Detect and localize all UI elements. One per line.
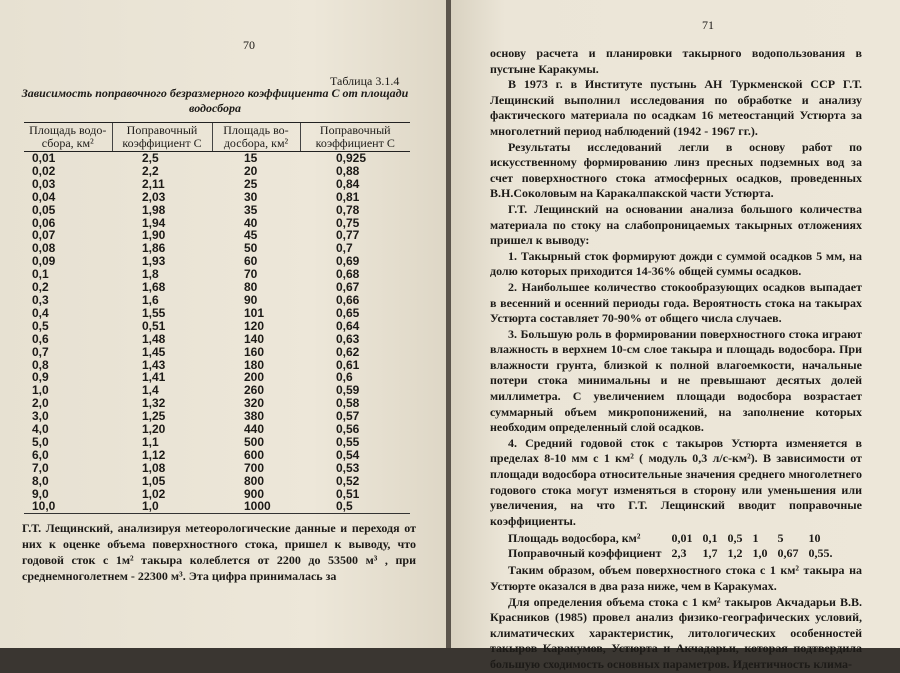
table-row — [24, 500, 410, 513]
mini-cell: 0,01 — [671, 531, 693, 546]
table-cell: 0,03 — [32, 176, 56, 191]
paragraph: В 1973 г. в Институте пустынь АН Туркменской ССР Г.Т. Лещинский выполнил исследования по обработке и анализу фактического материала по осадкам 16 метеостанций Устюрта за многолетний период наблюдений (1942 - 1967 гг.). — [490, 77, 862, 138]
table-cell: 0,57 — [336, 409, 360, 424]
table-cell: 2,03 — [142, 189, 166, 204]
left-page-number: 70 — [243, 38, 255, 52]
table-cell: 70 — [244, 267, 258, 282]
table-cell: 380 — [244, 409, 265, 424]
header-area-2: Площадь во-досбора, км² — [212, 123, 300, 152]
table-row — [24, 475, 410, 488]
table-row — [24, 294, 410, 307]
table-cell: 0,66 — [336, 292, 360, 307]
table-row — [24, 204, 410, 217]
table-cell: 1,25 — [142, 409, 166, 424]
table-cell: 1,32 — [142, 396, 166, 411]
table-cell: 1,55 — [142, 305, 166, 320]
table-cell: 260 — [244, 383, 265, 398]
table-cell: 0,62 — [336, 344, 360, 359]
table-cell: 1,93 — [142, 254, 166, 269]
table-cell: 0,63 — [336, 331, 360, 346]
table-cell: 1,0 — [32, 383, 49, 398]
table-cell: 0,5 — [32, 318, 49, 333]
table-cell: 60 — [244, 254, 258, 269]
table-cell: 0,69 — [336, 254, 360, 269]
mini-cell: 1,2 — [727, 546, 743, 561]
table-row — [24, 346, 410, 359]
table-row — [24, 320, 410, 333]
table-cell: 3,0 — [32, 409, 49, 424]
right-body-text — [490, 46, 862, 673]
table-cell: 2,0 — [32, 396, 49, 411]
header-area-1: Площадь водо-сбора, км² — [24, 123, 112, 152]
table-row — [24, 462, 410, 475]
table-cell: 1,45 — [142, 344, 166, 359]
table-cell: 0,5 — [300, 500, 410, 513]
table-cell: 0,01 — [32, 151, 56, 165]
table-cell: 20 — [244, 163, 258, 178]
table-cell: 0,65 — [336, 305, 360, 320]
table-cell: 80 — [244, 280, 258, 295]
paragraph: Г.Т. Лещинский на основании анализа большого количества материала по стоку на слабопроницаемых такырных отложениях пришел к выводу: — [490, 201, 862, 248]
mini-cell: 10 — [808, 531, 821, 546]
table-cell: 200 — [244, 370, 265, 385]
table-cell: 0,51 — [336, 486, 360, 501]
table-cell: 15 — [244, 151, 258, 165]
mini-row-label: Поправочный коэффициент — [508, 546, 662, 561]
table-cell: 0,64 — [336, 318, 360, 333]
table-row — [24, 423, 410, 436]
table-cell: 2,2 — [142, 163, 159, 178]
mini-cell: 1,0 — [752, 546, 768, 561]
mini-row-label: Площадь водосбора, км² — [508, 531, 641, 546]
paragraph: 3. Большую роль в формировании поверхностного стока играют влажность в верхнем 10-см слое такыра и площадь водосбора. При влажности грунта, близкой к полной влагоемкости, начальные потери стока минимальны и не превышают десятых долей миллиметра. С увеличением площади водосбора возрастает суммарный объем микропонижений, на заполнение которых необходим определенный слой осадков. — [490, 326, 862, 435]
inline-coefficient-table — [508, 531, 837, 561]
table-header-row — [24, 123, 410, 152]
table-cell: 800 — [244, 473, 265, 488]
table-row — [24, 436, 410, 449]
table-cell: 0,67 — [336, 280, 360, 295]
table-cell: 35 — [244, 202, 258, 217]
table-cell: 2,5 — [142, 151, 159, 165]
table-cell: 0,05 — [32, 202, 56, 217]
table-row — [24, 152, 410, 165]
table-cell: 700 — [244, 460, 265, 475]
table-cell: 120 — [244, 318, 265, 333]
table-cell: 1,02 — [142, 486, 166, 501]
table-cell: 0,6 — [32, 331, 49, 346]
mini-cell: 5 — [777, 531, 784, 546]
coefficient-table — [24, 122, 410, 514]
table-cell: 0,2 — [32, 280, 49, 295]
table-cell: 500 — [244, 434, 265, 449]
table-cell: 1,94 — [142, 215, 166, 230]
paragraph: Для определения объема стока с 1 км² такыров Акчадарьи В.В. Красников (1985) провел анализ физико-географических условий, климатических характеристик, литологических особенностей такыров Каракумов, Устюрта и Акчадарьи, которая подтвердила большую сходимость основных параметров. Идентичность клима- — [490, 594, 862, 671]
mini-row-coef — [508, 546, 837, 561]
left-body-text: Г.Т. Лещинский, анализируя метеорологические данные и переходя от них к оценке объема поверхностного стока, пришел к выводу, что годовой сток с 1м² такыра колеблется от 2200 до 53500 м³ , при среднемноголетнем - 22300 м³. Эта цифра принималась за — [22, 521, 416, 583]
table-cell: 1,98 — [142, 202, 166, 217]
table-cell: 1,41 — [142, 370, 166, 385]
mini-cell: 2,3 — [671, 546, 687, 561]
table-cell: 0,02 — [32, 163, 56, 178]
paragraph: Результаты исследований легли в основу работ по искусственному формированию линз пресных подземных вод за счет поверхностного стока атмосферных осадков, проведенных В.Н.Соколовым на Каракалпакской части Устюрта. — [490, 139, 862, 201]
table-cell: 0,9 — [32, 370, 49, 385]
table-cell: 0,78 — [336, 202, 360, 217]
table-cell: 1,4 — [142, 383, 159, 398]
table-cell: 10,0 — [24, 500, 112, 513]
table-cell: 1,68 — [142, 280, 166, 295]
table-cell: 140 — [244, 331, 265, 346]
table-cell: 1,0 — [112, 500, 212, 513]
table-cell: 180 — [244, 357, 265, 372]
table-cell: 1,05 — [142, 473, 166, 488]
table-cell: 0,4 — [32, 305, 49, 320]
table-cell: 1,90 — [142, 228, 166, 243]
table-cell: 1,43 — [142, 357, 166, 372]
table-cell: 1,12 — [142, 447, 166, 462]
table-cell: 7,0 — [32, 460, 49, 475]
table-cell: 1,1 — [142, 434, 159, 449]
table-cell: 0,925 — [336, 151, 367, 165]
table-cell: 0,61 — [336, 357, 360, 372]
table-cell: 0,09 — [32, 254, 56, 269]
table-row — [24, 307, 410, 320]
table-cell: 0,6 — [336, 370, 353, 385]
header-coef-2: Поправочный коэффициент С — [300, 123, 410, 152]
table-cell: 0,7 — [32, 344, 49, 359]
mini-cell: 1 — [752, 531, 759, 546]
table-cell: 1,48 — [142, 331, 166, 346]
mini-cell: 0,55. — [808, 546, 833, 561]
table-cell: 900 — [244, 486, 265, 501]
table-cell: 1,20 — [142, 422, 166, 437]
table-cell: 90 — [244, 292, 258, 307]
table-cell: 0,8 — [32, 357, 49, 372]
table-cell: 0,52 — [336, 473, 360, 488]
table-cell: 1,08 — [142, 460, 166, 475]
mini-cell: 0,5 — [727, 531, 743, 546]
table-cell: 1,6 — [142, 292, 159, 307]
table-cell: 40 — [244, 215, 258, 230]
table-cell: 30 — [244, 189, 258, 204]
table-cell: 9,0 — [32, 486, 49, 501]
table-cell: 1,86 — [142, 241, 166, 256]
table-cell: 0,77 — [336, 228, 360, 243]
mini-cell: 0,67 — [777, 546, 799, 561]
table-cell: 0,88 — [336, 163, 360, 178]
paragraph: 4. Средний годовой сток с такыров Устюрта изменяется в пределах 8-10 мм с 1 км² ( модуль 0,3 л/с-км²). В зависимости от площади водосбора относительные значения среднего многолетнего годового стока могут изменяться в сторону или уменьшения или увеличения, на что Г.Т. Лещинский вводит поправочные коэффициенты. — [490, 435, 862, 528]
table-cell: 0,7 — [336, 241, 353, 256]
table-cell: 0,3 — [32, 292, 49, 307]
mini-row-area — [508, 531, 837, 546]
table-cell: 5,0 — [32, 434, 49, 449]
table-cell: 160 — [244, 344, 265, 359]
table-cell: 0,56 — [336, 422, 360, 437]
table-cell: 4,0 — [32, 422, 49, 437]
table-cell: 0,1 — [32, 267, 49, 282]
paragraph: 1. Такырный сток формируют дожди с суммой осадков 5 мм, на долю которых приходится 14-36% общей суммы осадков. — [490, 248, 862, 279]
table-cell: 50 — [244, 241, 258, 256]
table-row — [24, 178, 410, 191]
table-cell: 0,58 — [336, 396, 360, 411]
table-cell: 2,11 — [142, 176, 165, 191]
table-cell: 1,8 — [142, 267, 159, 282]
table-cell: 0,75 — [336, 215, 360, 230]
table-cell: 0,04 — [32, 189, 56, 204]
header-coef-1: Поправочный коэффициент С — [112, 123, 212, 152]
mini-cell: 0,1 — [702, 531, 718, 546]
table-cell: 0,54 — [336, 447, 360, 462]
table-title: Зависимость поправочного безразмерного коэффициента С от площади водосбора — [21, 86, 409, 115]
table-cell: 0,06 — [32, 215, 56, 230]
table-row — [24, 449, 410, 462]
table-cell: 0,07 — [32, 228, 56, 243]
table-cell: 45 — [244, 228, 258, 243]
table-cell: 440 — [244, 422, 265, 437]
table-cell: 25 — [244, 176, 258, 191]
table-cell: 0,51 — [142, 318, 166, 333]
table-row — [24, 191, 410, 204]
right-page-number: 71 — [702, 18, 714, 32]
table-cell: 320 — [244, 396, 265, 411]
paragraph: Таким образом, объем поверхностного стока с 1 км² такыра на Устюрте оказался в два раза ниже, чем в Каракумах. — [490, 563, 862, 593]
mini-cell: 1,7 — [702, 546, 718, 561]
table-cell: 0,55 — [336, 434, 360, 449]
table-cell: 0,59 — [336, 383, 360, 398]
paragraph: основу расчета и планировки такырного водопользования в пустыне Каракумы. — [490, 46, 862, 76]
table-body — [24, 152, 410, 514]
table-label: Таблица 3.1.4 — [330, 74, 400, 88]
table-row — [24, 333, 410, 346]
table-cell: 0,84 — [336, 176, 360, 191]
paragraph: 2. Наибольшее количество стокообразующих осадков выпадает в весенний и осенний периоды года. Вероятность стока на такырах Устюрта составляет 70-90% от общего числа случаев. — [490, 279, 862, 326]
table-cell: 0,53 — [336, 460, 360, 475]
table-cell: 8,0 — [32, 473, 49, 488]
table-cell: 600 — [244, 447, 265, 462]
table-cell: 0,81 — [336, 189, 360, 204]
table-cell: 6,0 — [32, 447, 49, 462]
table-row — [24, 165, 410, 178]
table-cell: 0,08 — [32, 241, 56, 256]
table-cell: 0,68 — [336, 267, 360, 282]
table-cell: 101 — [244, 305, 265, 320]
left-page — [0, 0, 447, 648]
table-cell: 1000 — [212, 500, 300, 513]
